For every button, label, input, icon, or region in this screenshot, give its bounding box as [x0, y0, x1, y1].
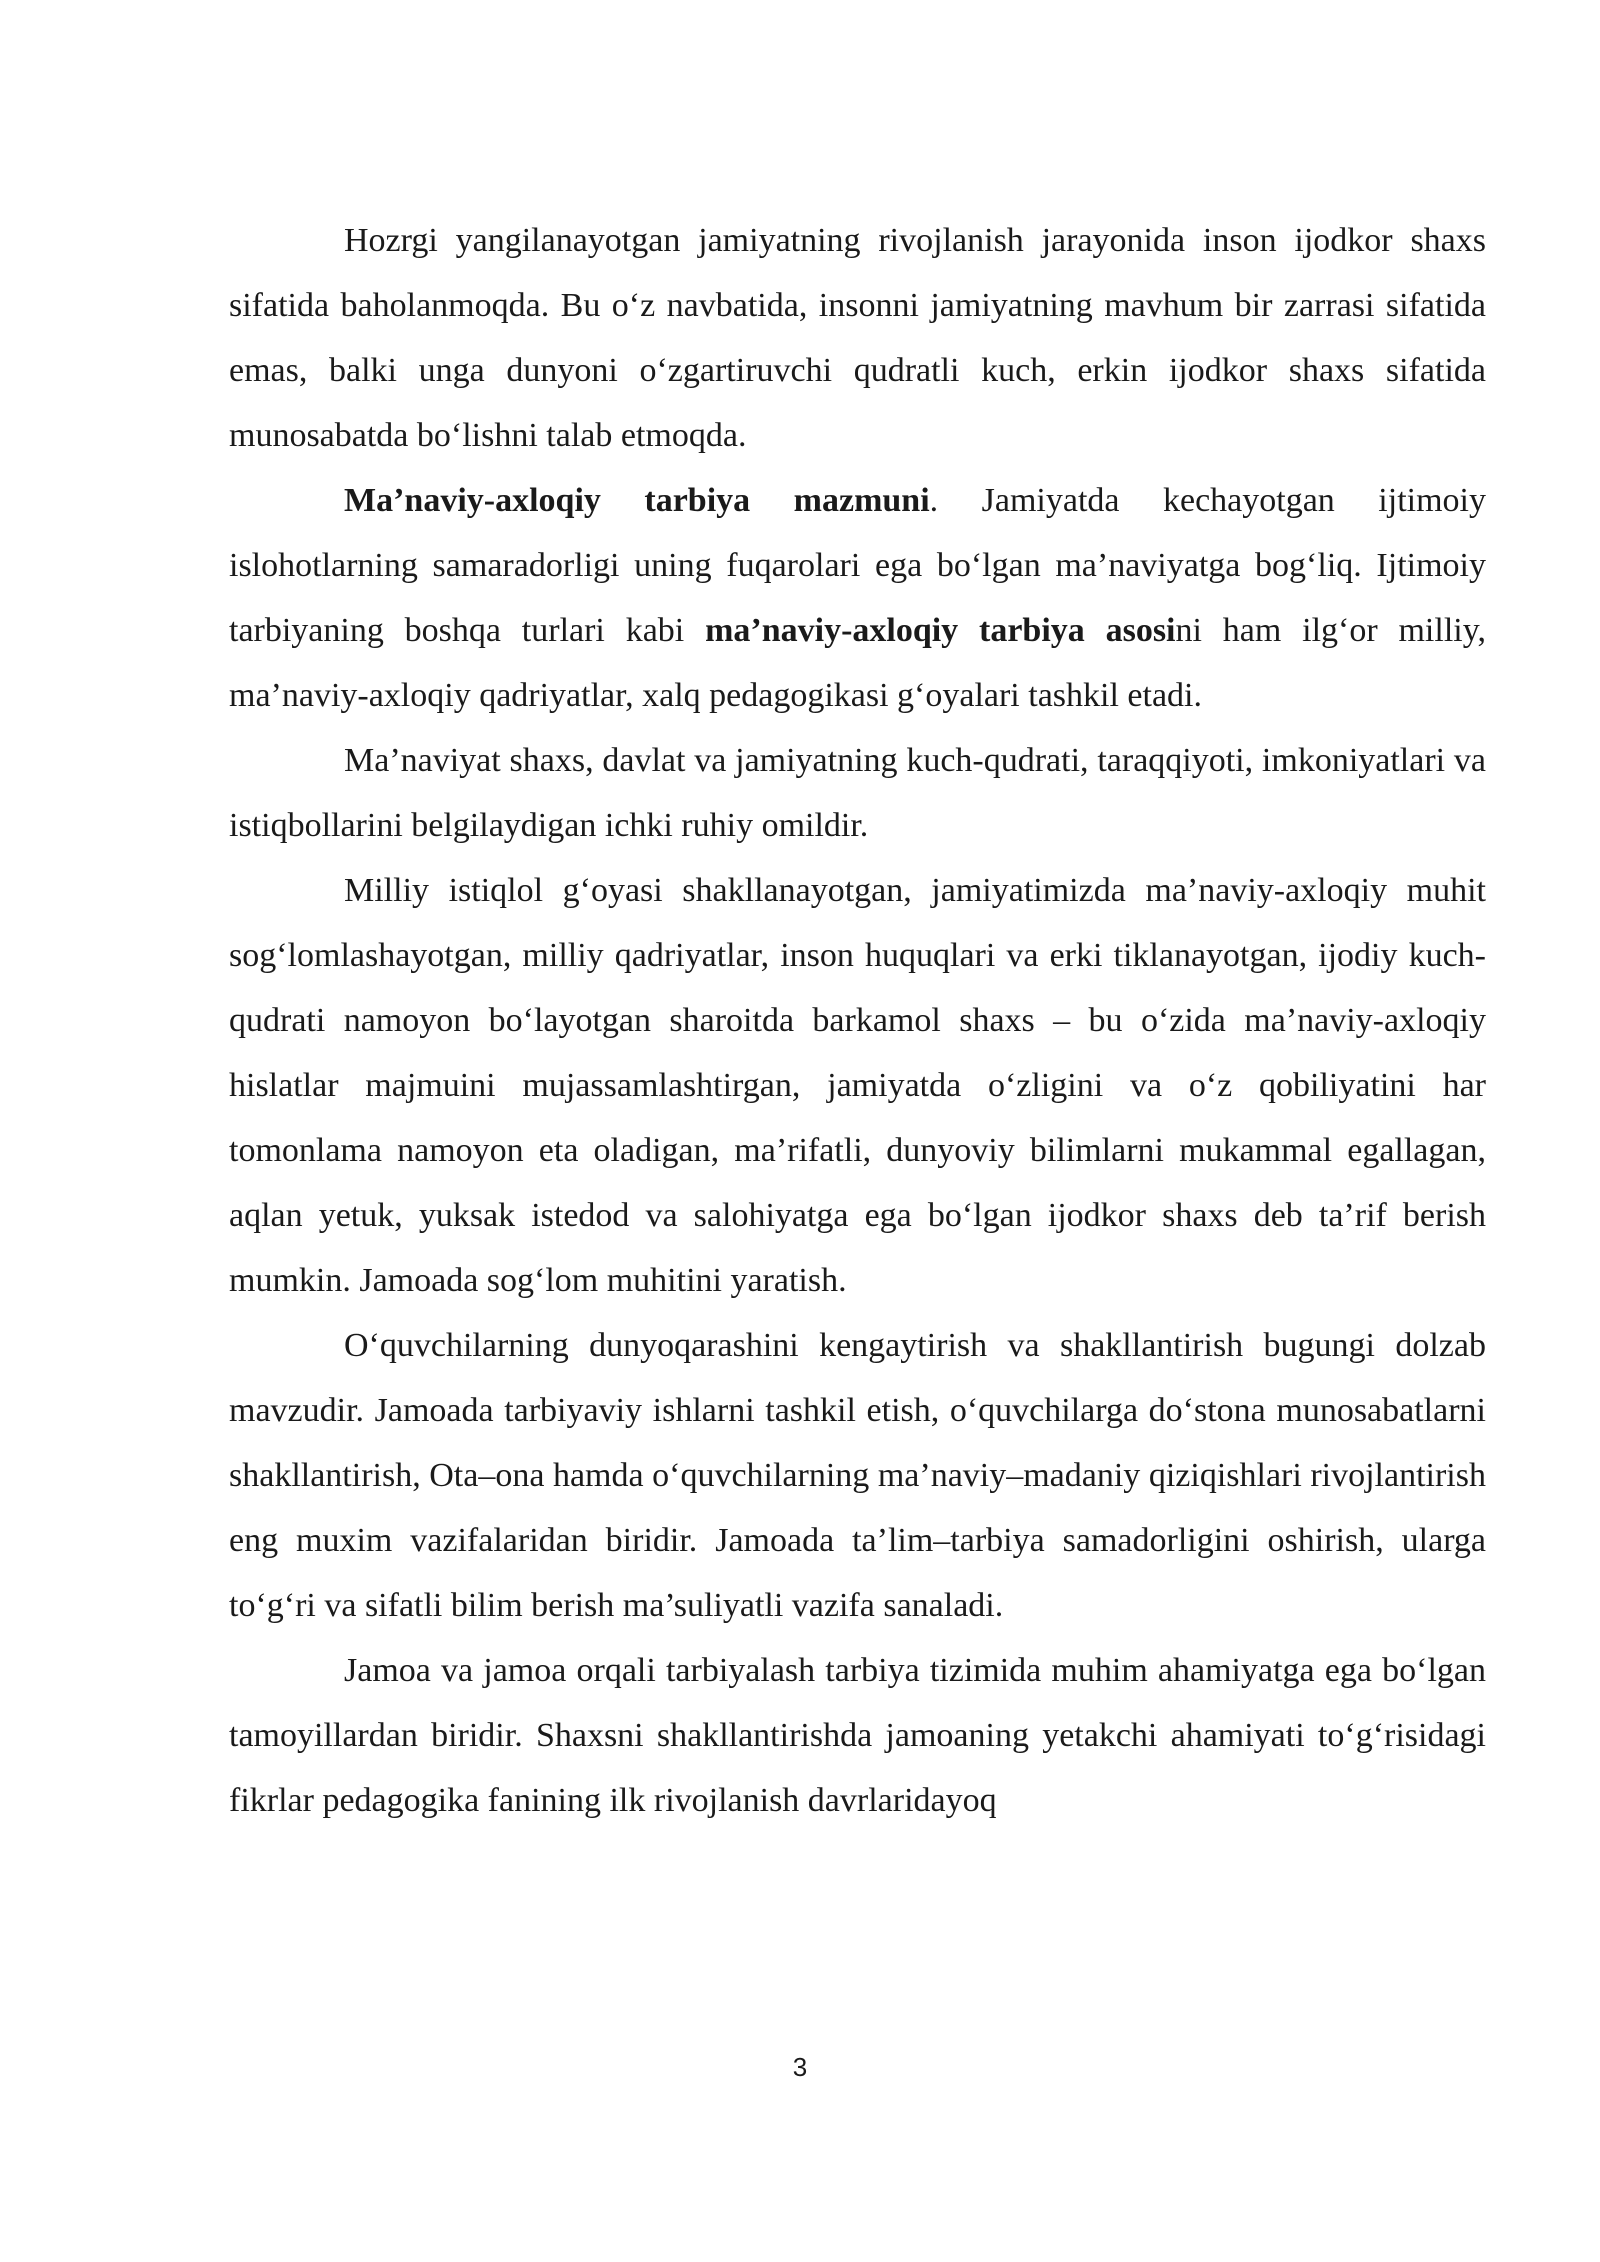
paragraph-2-text-2: ni ham ilg‘or milliy, ma’naviy-axloqiy qadriyatlar, xalq pedagogikasi g‘oyalari tashkil etadi.: [229, 612, 1486, 714]
paragraph-2-text-1: . Jamiyatda kechayotgan ijtimoiy islohotlarning samaradorligi uning fuqarolari ega bo‘lgan ma’naviyatga bog‘liq. Ijtimoiy tarbiyaning boshqa turlari kabi: [229, 482, 1486, 649]
page-number: 3: [792, 2052, 808, 2082]
bold-heading-lead: Ma’naviy-axloqiy tarbiya mazmuni: [344, 482, 930, 519]
paragraph-5: O‘quvchilarning dunyoqarashini kengaytirish va shakllantirish bugungi dolzab mavzudir. Jamoada tarbiyaviy ishlarni tashkil etish, o‘quvchilarga do‘stona munosabatlarni shakllantirish, Ota–ona hamda o‘quvchilarning ma’naviy–madaniy qiziqishlari rivojlantirish eng muxim vazifalaridan biridir. Jamoada ta’lim–tarbiya samadorligini oshirish, ularga to‘g‘ri va sifatli bilim berish ma’suliyatli vazifa sanaladi.: [229, 1327, 1486, 1624]
paragraph-1: Hozrgi yangilanayotgan jamiyatning rivojlanish jarayonida inson ijodkor shaxs sifatida baholanmoqda. Bu o‘z navbatida, insonni jamiyatning mavhum bir zarrasi sifatida emas, balki unga dunyoni o‘zgartiruvchi qudratli kuch, erkin ijodkor shaxs sifatida munosabatda bo‘lishni talab etmoqda.: [229, 222, 1486, 454]
bold-term: ma’naviy-axloqiy tarbiya asosi: [705, 612, 1176, 649]
paragraph-6: Jamoa va jamoa orqali tarbiyalash tarbiya tizimida muhim ahamiyatga ega bo‘lgan tamoyillardan biridir. Shaxsni shakllantirishda jamoaning yetakchi ahamiyati to‘g‘risidagi fikrlar pedagogika fanining ilk rivojlanish davrlaridayoq: [229, 1652, 1486, 1819]
paragraph-2: [229, 468, 1486, 728]
paragraph-3: Ma’naviyat shaxs, davlat va jamiyatning kuch-qudrati, taraqqiyoti, imkoniyatlari va istiqbollarini belgilaydigan ichki ruhiy omildir.: [229, 742, 1486, 844]
paragraph-4: Milliy istiqlol g‘oyasi shakllanayotgan, jamiyatimizda ma’naviy-axloqiy muhit sog‘lomlashayotgan, milliy qadriyatlar, inson huquqlari va erki tiklanayotgan, ijodiy kuch-qudrati namoyon bo‘layotgan sharoitda barkamol shaxs – bu o‘zida ma’naviy-axloqiy hislatlar majmuini mujassamlashtirgan, jamiyatda o‘zligini va o‘z qobiliyatini har tomonlama namoyon eta oladigan, ma’rifatli, dunyoviy bilimlarni mukammal egallagan, aqlan yetuk, yuksak istedod va salohiyatga ega bo‘lgan ijodkor shaxs deb ta’rif berish mumkin. Jamoada sog‘lom muhitini yaratish.: [229, 872, 1486, 1299]
document-body: [229, 208, 1486, 1833]
